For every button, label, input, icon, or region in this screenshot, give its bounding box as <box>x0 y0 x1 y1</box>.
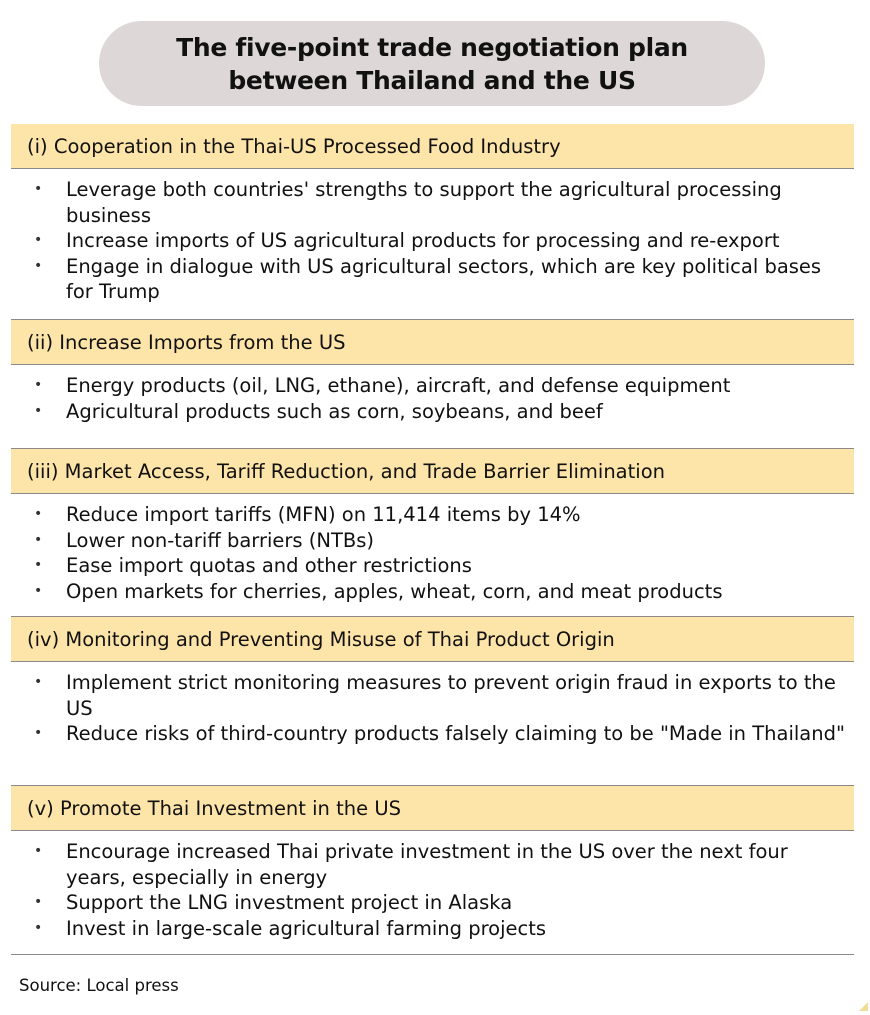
bullet-text: Lower non-tariff barriers (NTBs) <box>66 528 375 552</box>
bullet-icon: • <box>34 894 43 910</box>
bullet-icon: • <box>34 506 43 522</box>
bullet-item <box>11 177 854 228</box>
bullet-list-3 <box>11 502 854 604</box>
plan-sections <box>11 124 854 955</box>
bullet-item <box>11 890 854 916</box>
title-banner <box>99 21 765 106</box>
bullet-list-5 <box>11 839 854 941</box>
bullet-list-4 <box>11 670 854 747</box>
bullet-icon: • <box>34 557 43 573</box>
bullet-icon: • <box>34 232 43 248</box>
bullet-icon: • <box>34 725 43 741</box>
section-body-2 <box>11 365 854 449</box>
bullet-text: Reduce risks of third-country products falsely claiming to be "Made in Thailand" <box>66 722 845 745</box>
bullet-list-2 <box>11 373 854 424</box>
bullet-item <box>11 670 854 721</box>
bullet-text: Encourage increased Thai private investment in the US over the next four years, especially in energy <box>66 840 788 889</box>
bullet-item <box>11 579 854 605</box>
bullet-item <box>11 839 854 890</box>
bullet-icon: • <box>34 181 43 197</box>
section-header-4: (iv) Monitoring and Preventing Misuse of Thai Product Origin <box>11 617 854 662</box>
page-title-line-1: The five-point trade negotiation plan <box>176 32 688 62</box>
bullet-icon: • <box>34 582 43 599</box>
corner-triangle-icon <box>859 1002 868 1011</box>
bullet-text: Energy products (oil, LNG, ethane), aircraft, and defense equipment <box>66 374 731 397</box>
bullet-item <box>11 228 854 254</box>
bullet-icon: • <box>34 674 43 690</box>
bullet-item <box>11 502 854 528</box>
bullet-text: Invest in large-scale agricultural farming projects <box>66 916 547 940</box>
bullet-text: Increase imports of US agricultural products for processing and re-export <box>66 229 780 252</box>
bullet-icon: • <box>34 531 43 548</box>
section-header-5: (v) Promote Thai Investment in the US <box>11 786 854 831</box>
bullet-text: Ease import quotas and other restrictions <box>66 554 472 577</box>
bullet-item <box>11 373 854 399</box>
bullet-item <box>11 721 854 747</box>
page-title-line-2: between Thailand and the US <box>228 65 636 95</box>
source-note: Source: Local press <box>19 976 179 995</box>
bullet-icon: • <box>34 843 43 859</box>
bullet-text: Implement strict monitoring measures to prevent origin fraud in exports to the US <box>66 671 836 720</box>
bullet-text: Leverage both countries' strengths to support the agricultural processing business <box>66 178 782 227</box>
section-body-3 <box>11 494 854 617</box>
bullet-text: Support the LNG investment project in Alaska <box>66 891 513 914</box>
bullet-list-1 <box>11 177 854 305</box>
bullet-icon: • <box>34 402 43 419</box>
bullet-text: Reduce import tariffs (MFN) on 11,414 items by 14% <box>66 503 581 526</box>
section-body-1 <box>11 169 854 320</box>
bullet-item <box>11 254 854 305</box>
section-header-3: (iii) Market Access, Tariff Reduction, and Trade Barrier Elimination <box>11 449 854 494</box>
bullet-item <box>11 399 854 425</box>
bullet-text: Engage in dialogue with US agricultural sectors, which are key political bases for Trump <box>66 254 822 303</box>
section-header-2: (ii) Increase Imports from the US <box>11 320 854 365</box>
bullet-icon: • <box>34 377 43 393</box>
bullet-icon: • <box>34 257 43 274</box>
bullet-item <box>11 553 854 579</box>
bullet-item <box>11 528 854 554</box>
section-body-5 <box>11 831 854 955</box>
section-body-4 <box>11 662 854 786</box>
bullet-item <box>11 916 854 942</box>
section-header-1: (i) Cooperation in the Thai-US Processed Food Industry <box>11 124 854 169</box>
bullet-icon: • <box>34 919 43 936</box>
bullet-text: Open markets for cherries, apples, wheat, corn, and meat products <box>66 579 723 603</box>
bullet-text: Agricultural products such as corn, soybeans, and beef <box>66 399 603 423</box>
